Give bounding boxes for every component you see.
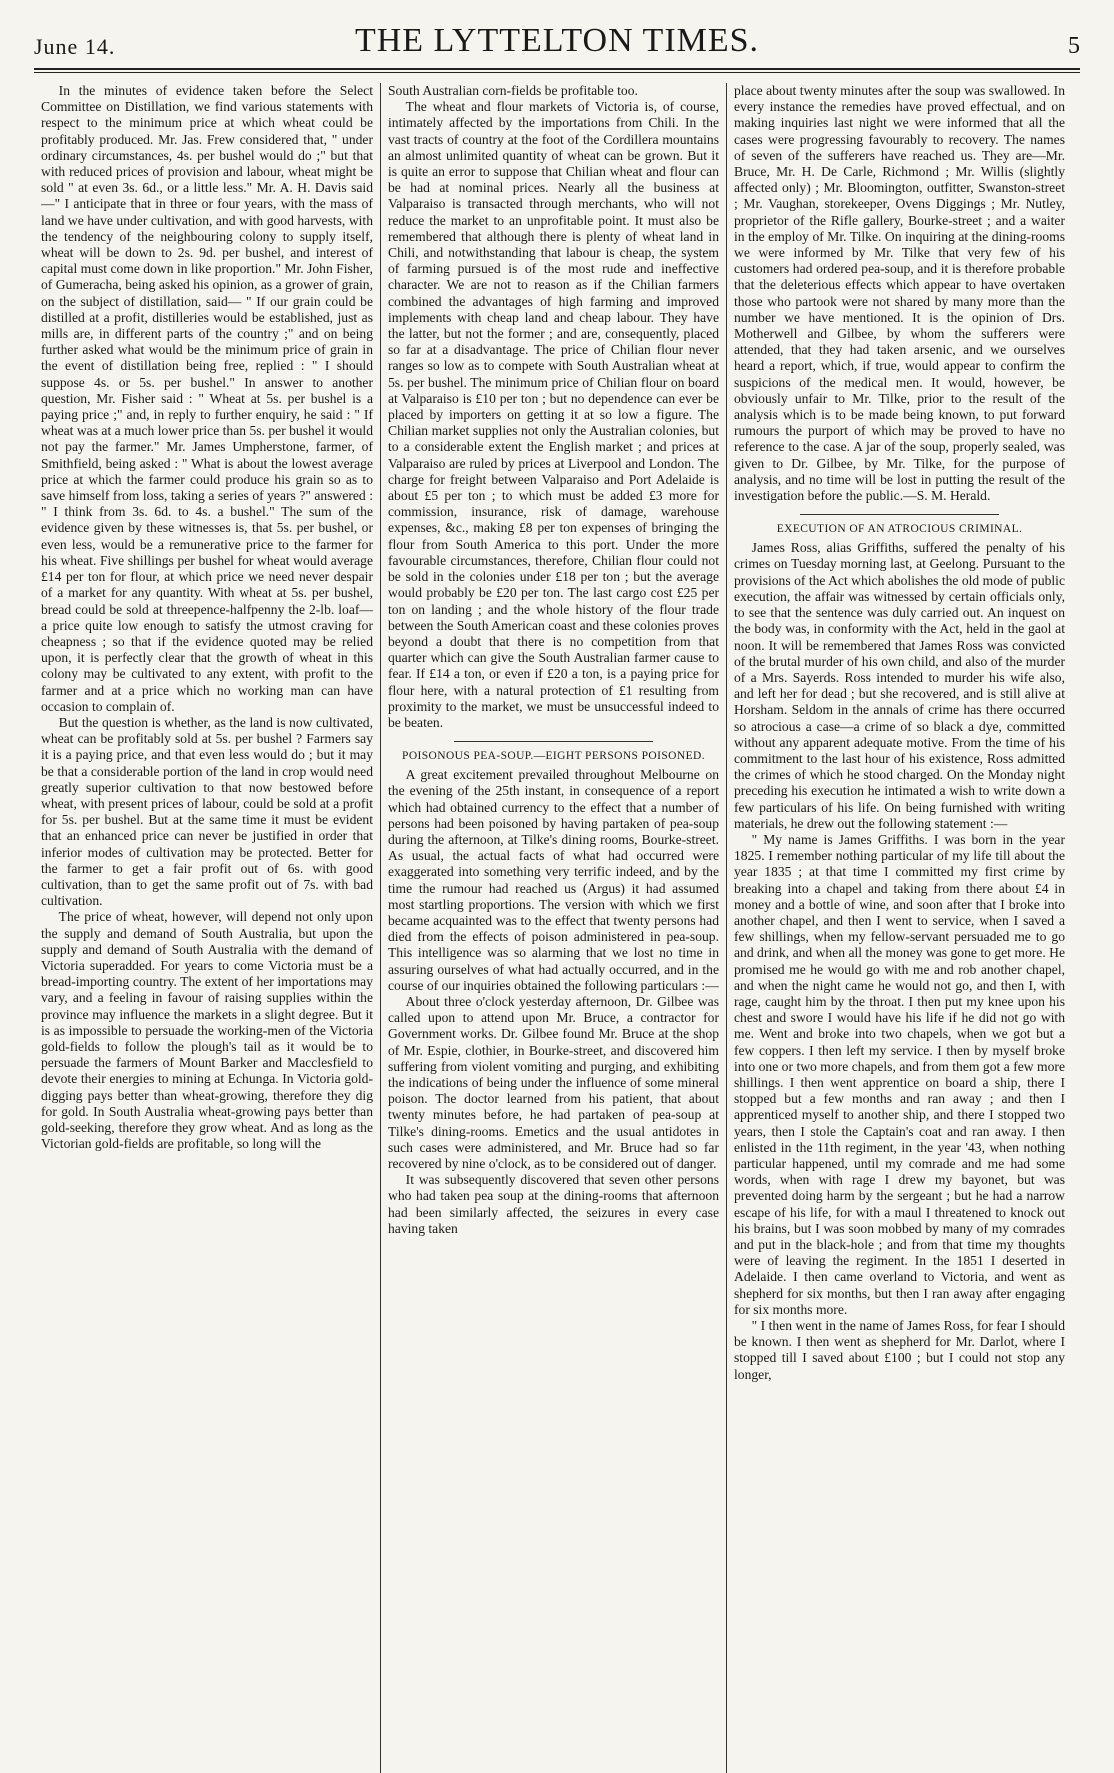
column-2 [380,83,726,1773]
masthead [34,22,1080,60]
paragraph: James Ross, alias Griffiths, suffered the penalty of his crimes on Tuesday morning last, at Geelong. Pursuant to the provisions of the Act which abolishes the old mode of public execution, the affair was witnessed by certain officials only, to see that the sentence was duly carried out. An inquest on the body was, in conformity with the Act, held in the gaol at noon. It will be remembered that James Ross was convicted of the brutal murder of his own child, and also of the murder of a Mrs. Sayerds. Ross intended to murder his wife also, and left her for dead ; but she recovered, and is still alive at Horsham. Seldom in the annals of crime has there occurred so atrocious a case—a crime of so black a dye, committed without any apparent adequate motive. From the time of his commitment to the last hour of his existence, Ross admitted the crimes of which he stood charged. On the Monday night preceding his execution he intimated a wish to write down a few particulars of his life. On being furnished with writing materials, he drew out the following statement :— [734,540,1065,831]
column-1 [34,83,380,1773]
paragraph: place about twenty minutes after the soup was swallowed. In every instance the remedies have proved effectual, and on making inquiries last night we were informed that all the cases were progressing favourably to recovery. The names of seven of the sufferers have reached us. They are—Mr. Bruce, Mr. H. De Carle, Richmond ; Mr. Willis (slightly affected only) ; Mr. Bloomington, outfitter, Swanston-street ; Mr. Vaughan, storekeeper, Ovens Diggings ; Mr. Nutley, proprietor of the Rifle gallery, Bourke-street ; and a waiter in the employ of Mr. Tilke. On inquiring at the dining-rooms we were informed by Mr. Tilke that very few of his customers had ordered pea-soup, and it is therefore probable that the deleterious effects which appear to have overtaken those who partook were not shared by many more than the number we have mentioned. It is the opinion of Drs. Motherwell and Gilbee, by whom the sufferers were attended, that they had taken arsenic, and we ourselves heard a report, which, if true, would appear to confirm the suspicions of the medical men. It would, however, be obviously unfair to Mr. Tilke, prior to the result of the analysis which is to be made being known, to put forward rumours the purport of which may be proved to have no reference to the case. A jar of the soup, properly sealed, was given to Dr. Gilbee, by Mr. Tilke, for the purpose of analysis, and no time will be lost in putting the result of the investigation before the public.—S. M. Herald. [734,83,1065,504]
page-number: 5 [1068,33,1080,59]
paragraph: The wheat and flour markets of Victoria is, of course, intimately affected by the importations from Chili. In the vast tracts of country at the foot of the Cordillera mountains an almost unlimited quantity of wheat can be grown. But it is quite an error to suppose that Chilian wheat and flour can be had at nominal prices. Nearly all the business at Valparaiso is transacted through merchants, who will not reduce the market to an unprofitable point. It must also be remembered that although there is plenty of wheat land in Chili, and notwithstanding that labour is cheap, the system of farming pursued is of the most rude and ineffective character. We are not to reason as if the Chilian farmers combined the advantages of high farming and improved implements with cheap land and cheap labour. They have the latter, but not the former ; and are, consequently, placed so far at a disadvantage. The price of Chilian flour never ranges so low as to compete with South Australian wheat at 5s. per bushel. The minimum price of Chilian flour on board at Valparaiso is £10 per ton ; but no dependence can ever be placed by importers on getting it at so low a figure. The Chilian market supplies not only the Australian colonies, but to a considerable extent the English market ; and prices at Valparaiso are ruled by prices at Liverpool and London. The charge for freight between Valparaiso and Port Adelaide is about £5 per ton ; to which must be added £3 more for commission, insurance, risk of damage, warehouse expenses, &c., making £8 per ton expenses of bringing the flour from South America to this port. Under the more favourable circumstances, therefore, Chilian flour could not be sold in the colonies under £18 per ton ; but the average would probably be £20 per ton. The last cargo cost £25 per ton on landing ; and the whole history of the flour trade between the South American coast and these colonies proves beyond a doubt that there is no competition from that quarter which can give the South Australian farmer cause to fear. If £14 a ton, or even if £20 a ton, is a paying price for flour here, with a natural protection of £1 resulting from proximity to the market, we must be unsuccessful indeed to be beaten. [388,99,719,730]
paragraph: " I then went in the name of James Ross, for fear I should be known. I then went as shepherd for Mr. Darlot, where I stopped till I saved about £100 ; but I could not stop any longer, [734,1318,1065,1382]
paragraph: About three o'clock yesterday afternoon, Dr. Gilbee was called upon to attend upon Mr. Bruce, a contractor for Government works. Dr. Gilbee found Mr. Bruce at the shop of Mr. Espie, clothier, in Bourke-street, and discovered him suffering from violent vomiting and purging, and exhibiting the indications of being under the influence of some mineral poison. The doctor learned from his patient, that about twenty minutes before, he had partaken of pea-soup at Tilke's dining-rooms. Emetics and the usual antidotes in such cases were administered, and Mr. Bruce had so far recovered by nine o'clock, as to be considered out of danger. [388,993,719,1171]
paragraph: But the question is whether, as the land is now cultivated, wheat can be profitably sold at 5s. per bushel ? Farmers say it is a paying price, and that even less would do ; but it may be that a considerable portion of the land in crop would need greatly superior cultivation to that now bestowed before wheat, with present prices of labour, could be sold at a profit for 5s. per bushel. But at the same time it must be evident that an enhanced price can never be justified in order that inferior modes of cultivation may be protected. Better for the farmer to get a fair profit out of 6s. with good cultivation, than to get the same profit out of 7s. with bad cultivation. [41,714,373,909]
columns [34,83,1080,1773]
paragraph: " My name is James Griffiths. I was born in the year 1825. I remember nothing particular of my life till about the year 1835 ; at that time I committed my first crime by breaking into a chapel and taking from there about £4 in money and a bottle of wine, and soon after that I broke into another chapel, and then I went to service, when I saved a few shillings, when my fellow-servant persuaded me to go and drink, and when all the money was gone to get more. He promised me he would go with me and rob another chapel, and when the night came he would not go, and then I, with rage, caught him by the throat. I then put my knee upon his chest and swore I would have his life if he did not go with me. Went and broke into two chapels, when we got but a few coppers. I then left my service. I then by myself broke into one or two more chapels, and from them got a few more shillings. I then went apprentice on board a ship, there I stopped but a few months and ran away ; and then I apprenticed myself to another ship, and there I stopped two years, then I stole the Captain's coat and ran away. I then enlisted in the 11th regiment, in the year '43, when nothing particular happened, until my comrade and me had some words, when with rage I drew my bayonet, but was prevented doing harm by the sergeant ; but he had a narrow escape of his life, for with a maul I threatened to knock out his brains, but I was soon mobbed by many of my comrades and put in the black-hole ; and from that time my thoughts were of leaving the regiment. In the 1851 I deserted in Adelaide. I then came overland to Victoria, and went as shepherd for six months, but then I ran away after engaging for six months more. [734,831,1065,1317]
paragraph: In the minutes of evidence taken before the Select Committee on Distillation, we find various statements with respect to the minimum price at which wheat could be profitably produced. Mr. Jas. Frew considered that, " under ordinary circumstances, 4s. per bushel would do ;" but that with reduced prices of provision and labour, wheat might be sold " at even 3s. 6d., or a little less." Mr. A. H. Davis said—" I anticipate that in three or four years, with the mass of land we have under cultivation, and with good harvests, with the tendency of the neighbouring colony to supply itself, wheat will be down to 2s. 9d. per bushel, and interest of capital must come down in like proportion." Mr. John Fisher, of Gumeracha, being asked his opinion, as a grower of grain, on the subject of distillation, said— " If our grain could be distilled at a profit, distilleries would be established, just as mills are, in different parts of the country ;" and on being further asked what would be the minimum price of grain in the event of distillation being free, replied : " I should suppose 4s. or 5s. per bushel." In answer to another question, Mr. Fisher said : " Wheat at 5s. per bushel is a paying price ;" and, in reply to further enquiry, he said : " If wheat was at a much lower price than 5s. per bushel it would not pay the farmer." Mr. James Umpherstone, farmer, of Smithfield, being asked : " What is about the lowest average price at which the farmer could produce his grain so as to save himself from loss, taking a series of years ?" answered : " I think from 3s. 6d. to 4s. a bushel." The sum of the evidence given by these witnesses is, that 5s. per bushel, or even less, would be a remunerative price to the farmer for his wheat. Five shillings per bushel for wheat would average £14 per ton for flour, at which price we need never despair of a market for any quantity. With wheat at 5s. per bushel, bread could be sold at threepence-halfpenny the 2-lb. loaf—a price quite low enough to satisfy the utmost craving for cheapness ; so that if the evidence quoted may be relied upon, it is perfectly clear that the growth of wheat in this colony may be cultivated to any extent, with profit to the farmer and at a price which no working man can have occasion to complain of. [41,83,373,714]
article-headline: POISONOUS PEA-SOUP.—EIGHT PERSONS POISONED. [402,750,705,763]
column-3 [726,83,1072,1773]
paragraph: It was subsequently discovered that seven other persons who had taken pea soup at the dining-rooms that afternoon had been similarly affected, the seizures in every case having taken [388,1172,719,1236]
paragraph: South Australian corn-fields be profitable too. [388,83,638,98]
section-divider [800,514,999,515]
masthead-rule [34,68,1080,73]
paragraph: The price of wheat, however, will depend not only upon the supply and demand of South Australia, but upon the supply and demand of South Australia with the demand of Victoria superadded. For years to come Victoria must be a bread-importing country. The extent of her importations may vary, and a feeling in favour of raising supplies within the province may influence the markets in a slight degree. But it is as impossible to persuade the working-men of the Victoria gold-fields to follow the plough's tail as it would be to persuade the farmers of Mount Barker and Macclesfield to devote their energies to mining at Echunga. In Victoria gold-digging pays better than wheat-growing, therefore they dig for gold. In South Australia wheat-growing pays better than gold-seeking, therefore they grow wheat. And as long as the Victorian gold-fields are profitable, so long will the [41,909,373,1152]
section-divider [454,741,653,742]
issue-date: June 14. [34,34,116,59]
article-headline: EXECUTION OF AN ATROCIOUS CRIMINAL. [776,523,1023,536]
newspaper-title: THE LYTTELTON TIMES. [354,22,760,59]
paragraph: A great excitement prevailed throughout Melbourne on the evening of the 25th instant, in consequence of a report which had obtained currency to the effect that a number of persons had been poisoned by having partaken of pea-soup during the afternoon, at Tilke's dining rooms, Bourke-street. As usual, the actual facts of what had occurred were exaggerated into something very terrific indeed, and by the time the rumour had reached us (Argus) it had assumed most startling proportions. The version with which we first became acquainted was to the effect that twenty persons had died from the effects of poison administered in pea-soup. This intelligence was so alarming that we lost no time in assuring ourselves of what had actually occurred, and in the course of our inquiries obtained the following particulars :— [388,767,719,993]
